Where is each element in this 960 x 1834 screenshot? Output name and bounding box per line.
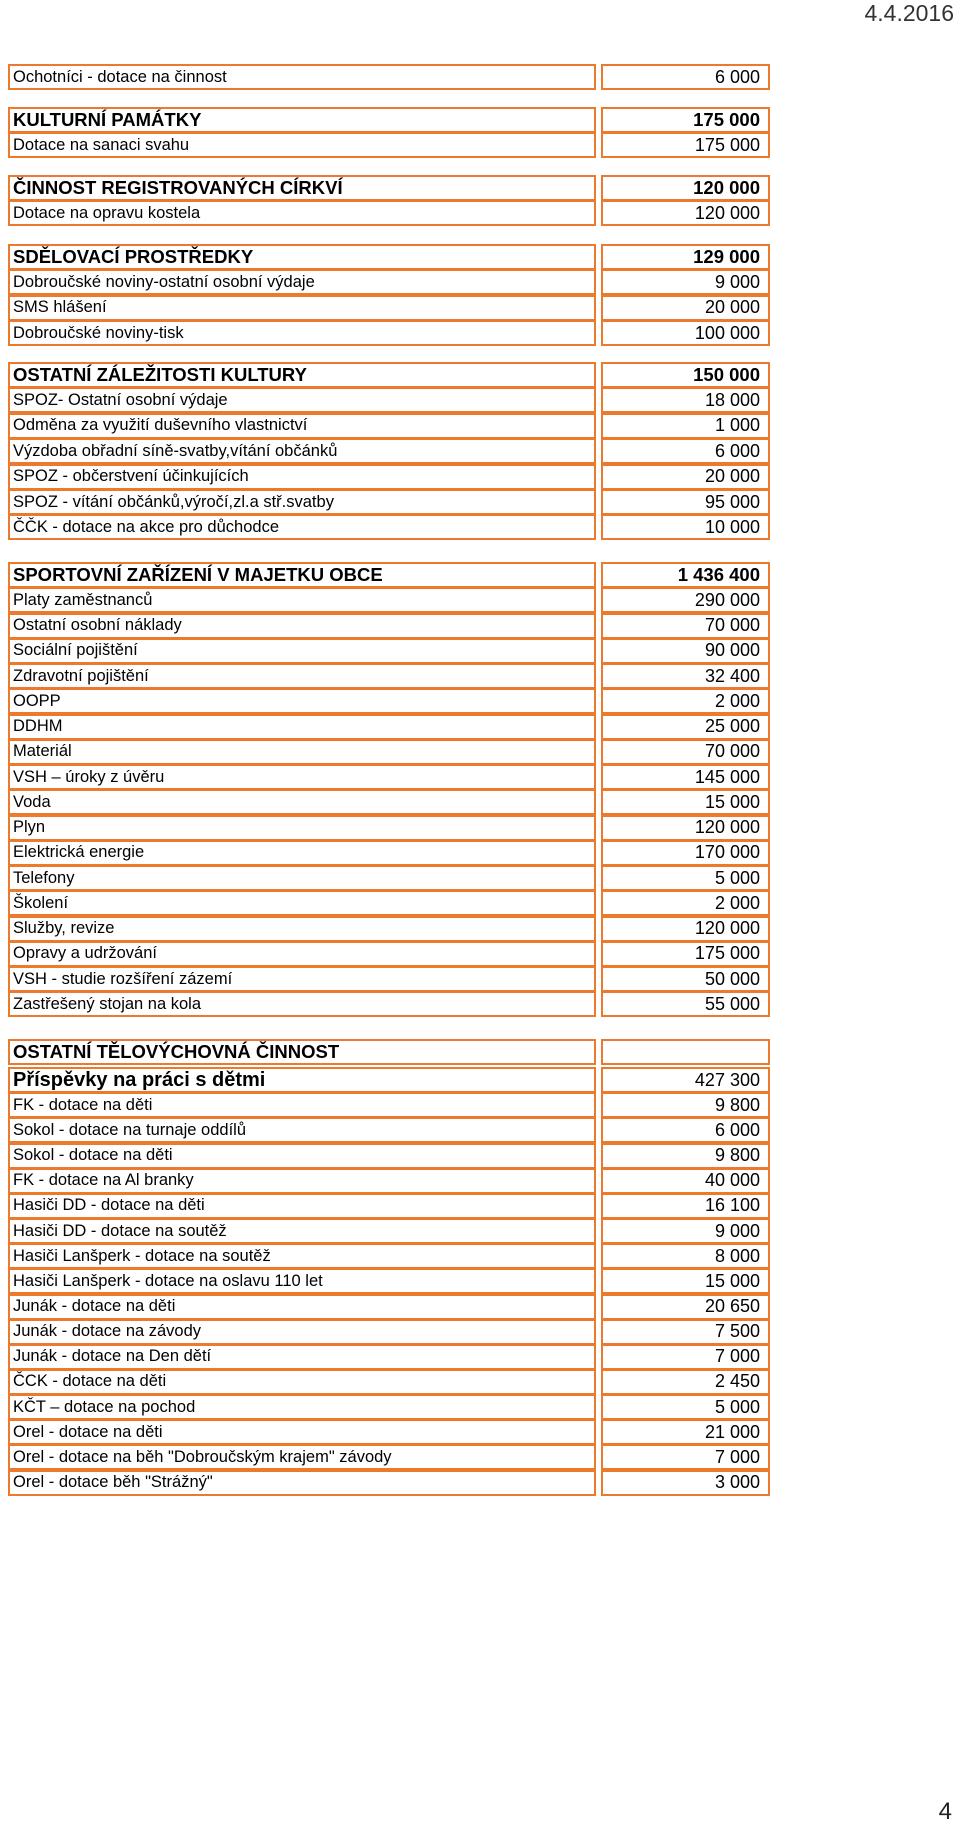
row-label: SPOZ - vítání občánků,výročí,zl.a stř.svatby (8, 489, 596, 515)
row-label: Ochotníci - dotace na činnost (8, 64, 596, 90)
row-value: 55 000 (601, 991, 770, 1017)
row-label: Sociální pojištění (8, 638, 596, 664)
row-value: 16 100 (601, 1193, 770, 1219)
row-label: Příspěvky na práci s dětmi (8, 1067, 596, 1093)
table-row (8, 815, 770, 841)
row-label: Dotace na sanaci svahu (8, 132, 596, 158)
row-label: ČCK - dotace na děti (8, 1369, 596, 1395)
row-label: OSTATNÍ ZÁLEŽITOSTI KULTURY (8, 362, 596, 388)
row-value: 25 000 (601, 714, 770, 740)
row-value: 7 000 (601, 1344, 770, 1370)
table-row (8, 739, 770, 765)
table-row (8, 1344, 770, 1370)
row-value: 10 000 (601, 514, 770, 540)
row-label: Výzdoba obřadní síně-svatby,vítání občánků (8, 438, 596, 464)
table-row (8, 587, 770, 613)
table-row (8, 200, 770, 226)
row-value: 175 000 (601, 107, 770, 133)
section-header-row (8, 562, 770, 588)
table-row (8, 489, 770, 515)
row-label: SPOZ- Ostatní osobní výdaje (8, 387, 596, 413)
table-row (8, 1218, 770, 1244)
row-label: Služby, revize (8, 916, 596, 942)
row-value: 120 000 (601, 175, 770, 201)
row-label: Odměna za využití duševního vlastnictví (8, 413, 596, 439)
table-row (8, 1319, 770, 1345)
row-label: ČINNOST REGISTROVANÝCH CÍRKVÍ (8, 175, 596, 201)
row-label: OOPP (8, 688, 596, 714)
table-row (8, 132, 770, 158)
row-value: 90 000 (601, 638, 770, 664)
table-row (8, 464, 770, 490)
row-value: 120 000 (601, 815, 770, 841)
row-value: 120 000 (601, 200, 770, 226)
table-row (8, 438, 770, 464)
row-value: 95 000 (601, 489, 770, 515)
row-value: 18 000 (601, 387, 770, 413)
row-value: 175 000 (601, 941, 770, 967)
row-value: 20 000 (601, 464, 770, 490)
header-date: 4.4.2016 (864, 0, 954, 26)
row-value: 6 000 (601, 1117, 770, 1143)
table-row (8, 320, 770, 346)
row-label: Elektrická energie (8, 840, 596, 866)
table-row (8, 1168, 770, 1194)
row-value: 3 000 (601, 1470, 770, 1496)
row-value: 1 000 (601, 413, 770, 439)
row-label: Dobroučské noviny-ostatní osobní výdaje (8, 269, 596, 295)
row-value: 5 000 (601, 1394, 770, 1420)
table-row (8, 1243, 770, 1269)
row-label: Junák - dotace na děti (8, 1294, 596, 1320)
row-value: 50 000 (601, 966, 770, 992)
row-value: 5 000 (601, 865, 770, 891)
row-value: 20 650 (601, 1294, 770, 1320)
row-label: Zdravotní pojištění (8, 663, 596, 689)
row-label: KULTURNÍ PAMÁTKY (8, 107, 596, 133)
row-value: 6 000 (601, 64, 770, 90)
row-value: 40 000 (601, 1168, 770, 1194)
row-label: Voda (8, 789, 596, 815)
table-row (8, 941, 770, 967)
section-header-row (8, 362, 770, 388)
table-row (8, 991, 770, 1017)
table-row (8, 1394, 770, 1420)
table-row (8, 966, 770, 992)
row-label: Hasiči DD - dotace na děti (8, 1193, 596, 1219)
table-row (8, 387, 770, 413)
row-value: 20 000 (601, 295, 770, 321)
row-value (601, 1039, 770, 1065)
table-row (8, 688, 770, 714)
table-row (8, 1268, 770, 1294)
table-row (8, 1294, 770, 1320)
row-label: Junák - dotace na závody (8, 1319, 596, 1345)
row-label: Hasiči Lanšperk - dotace na oslavu 110 let (8, 1268, 596, 1294)
row-value: 290 000 (601, 587, 770, 613)
row-value: 7 500 (601, 1319, 770, 1345)
row-value: 170 000 (601, 840, 770, 866)
table-row (8, 295, 770, 321)
row-value: 15 000 (601, 789, 770, 815)
table-row (8, 64, 770, 90)
table-row (8, 1193, 770, 1219)
table-row (8, 1369, 770, 1395)
row-label: Orel - dotace na běh "Dobroučským krajem" závody (8, 1444, 596, 1470)
table-row (8, 890, 770, 916)
row-label: Dobroučské noviny-tisk (8, 320, 596, 346)
row-label: FK - dotace na děti (8, 1092, 596, 1118)
row-value: 2 450 (601, 1369, 770, 1395)
table-row (8, 1117, 770, 1143)
row-value: 120 000 (601, 916, 770, 942)
row-label: OSTATNÍ TĚLOVÝCHOVNÁ ČINNOST (8, 1039, 596, 1065)
row-label: SPOZ - občerstvení účinkujících (8, 464, 596, 490)
row-value: 9 000 (601, 269, 770, 295)
row-label: Plyn (8, 815, 596, 841)
row-value: 175 000 (601, 132, 770, 158)
row-value: 21 000 (601, 1419, 770, 1445)
row-label: SPORTOVNÍ ZAŘÍZENÍ V MAJETKU OBCE (8, 562, 596, 588)
row-label: Ostatní osobní náklady (8, 613, 596, 639)
section-header-row (8, 175, 770, 201)
table-row (8, 613, 770, 639)
row-value: 8 000 (601, 1243, 770, 1269)
row-value: 2 000 (601, 890, 770, 916)
row-value: 32 400 (601, 663, 770, 689)
table-row (8, 789, 770, 815)
row-value: 2 000 (601, 688, 770, 714)
table-row (8, 514, 770, 540)
row-label: Orel - dotace na děti (8, 1419, 596, 1445)
table-row (8, 413, 770, 439)
row-label: Zastřešený stojan na kola (8, 991, 596, 1017)
section-header-row (8, 244, 770, 270)
row-label: Školení (8, 890, 596, 916)
row-value: 70 000 (601, 739, 770, 765)
section-header-row (8, 1067, 770, 1093)
row-value: 150 000 (601, 362, 770, 388)
row-label: SDĚLOVACÍ PROSTŘEDKY (8, 244, 596, 270)
row-label: Sokol - dotace na turnaje oddílů (8, 1117, 596, 1143)
row-value: 427 300 (601, 1067, 770, 1093)
table-row (8, 714, 770, 740)
row-label: VSH - studie rozšíření zázemí (8, 966, 596, 992)
row-label: Hasiči DD - dotace na soutěž (8, 1218, 596, 1244)
row-label: Telefony (8, 865, 596, 891)
row-label: Junák - dotace na Den dětí (8, 1344, 596, 1370)
row-label: Materiál (8, 739, 596, 765)
table-row (8, 638, 770, 664)
row-label: Opravy a udržování (8, 941, 596, 967)
row-value: 100 000 (601, 320, 770, 346)
row-label: Sokol - dotace na děti (8, 1143, 596, 1169)
table-row (8, 916, 770, 942)
row-value: 129 000 (601, 244, 770, 270)
row-label: Orel - dotace běh "Strážný" (8, 1470, 596, 1496)
row-label: FK - dotace na Al branky (8, 1168, 596, 1194)
table-row (8, 663, 770, 689)
row-label: DDHM (8, 714, 596, 740)
table-row (8, 865, 770, 891)
table-row (8, 1444, 770, 1470)
row-label: SMS hlášení (8, 295, 596, 321)
page-number: 4 (938, 1798, 952, 1825)
table-row (8, 1419, 770, 1445)
row-value: 9 000 (601, 1218, 770, 1244)
row-label: ČČK - dotace na akce pro důchodce (8, 514, 596, 540)
row-value: 6 000 (601, 438, 770, 464)
table-row (8, 764, 770, 790)
row-value: 1 436 400 (601, 562, 770, 588)
row-label: VSH – úroky z úvěru (8, 764, 596, 790)
table-row (8, 1143, 770, 1169)
row-value: 9 800 (601, 1092, 770, 1118)
row-value: 70 000 (601, 613, 770, 639)
table-row (8, 1470, 770, 1496)
row-value: 15 000 (601, 1268, 770, 1294)
row-label: Dotace na opravu kostela (8, 200, 596, 226)
table-row (8, 269, 770, 295)
table-row (8, 840, 770, 866)
section-header-row (8, 1039, 770, 1065)
table-row (8, 1092, 770, 1118)
row-value: 145 000 (601, 764, 770, 790)
section-header-row (8, 107, 770, 133)
row-value: 9 800 (601, 1143, 770, 1169)
row-value: 7 000 (601, 1444, 770, 1470)
row-label: Platy zaměstnanců (8, 587, 596, 613)
row-label: KČT – dotace na pochod (8, 1394, 596, 1420)
row-label: Hasiči Lanšperk - dotace na soutěž (8, 1243, 596, 1269)
